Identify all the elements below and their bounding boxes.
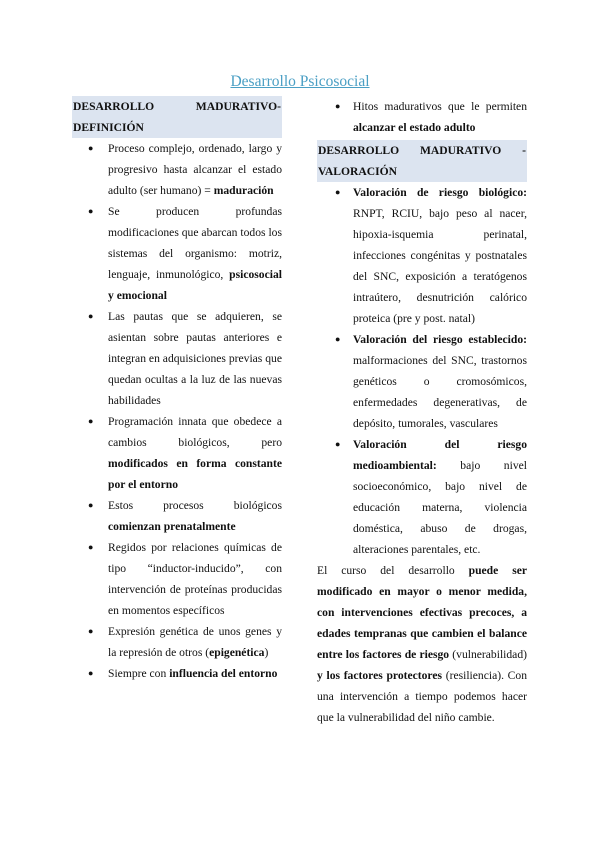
list-item: ● Proceso complejo, ordenado, largo y progresivo hasta alcanzar el estado adulto (ser humano) = maduración bbox=[72, 138, 282, 201]
list-item: ● Siempre con influencia del entorno bbox=[72, 663, 282, 684]
list-item: ● Estos procesos biológicos comienzan prenatalmente bbox=[72, 495, 282, 537]
hitos-list bbox=[317, 96, 527, 138]
bullet-icon: ● bbox=[88, 416, 94, 426]
valoracion-list bbox=[317, 182, 527, 560]
bullet-icon: ● bbox=[335, 187, 341, 197]
definition-list bbox=[72, 138, 282, 684]
bullet-icon: ● bbox=[88, 542, 94, 552]
list-item: ● Regidos por relaciones químicas de tipo “inductor-inducido”, con intervención de proteínas producidas en momentos específicos bbox=[72, 537, 282, 621]
list-item: ● Hitos madurativos que le permiten alcanzar el estado adulto bbox=[317, 96, 527, 138]
bullet-icon: ● bbox=[335, 101, 341, 111]
section-heading-definicion: DESARROLLO MADURATIVO-DEFINICIÓN bbox=[72, 96, 282, 138]
conclusion-paragraph: El curso del desarrollo puede ser modificado en mayor o menor medida, con intervenciones efectivas precoces, a edades tempranas que cambien el balance entre los factores de riesgo (vulnerabilidad) y los factores protectores (resiliencia). Con una intervención a tiempo podemos hacer que la vulnerabilidad del niño cambie. bbox=[317, 564, 528, 724]
list-item: ● Programación innata que obedece a cambios biológicos, pero modificados en forma constante por el entorno bbox=[72, 411, 282, 495]
left-column bbox=[72, 96, 282, 684]
list-item: ● Se producen profundas modificaciones que abarcan todos los sistemas del organismo: motriz, lenguaje, inmunológico, psicosocial y emocional bbox=[72, 201, 282, 306]
bullet-icon: ● bbox=[88, 500, 94, 510]
list-item: ● Expresión genética de unos genes y la represión de otros (epigenética) bbox=[72, 621, 282, 663]
bullet-icon: ● bbox=[88, 206, 94, 216]
list-item: ● Valoración del riesgo medioambiental: bajo nivel socioeconómico, bajo nivel de educación materna, violencia doméstica, abuso de drogas, alteraciones parentales, etc. bbox=[317, 434, 527, 560]
document-title: Desarrollo Psicosocial bbox=[230, 73, 370, 90]
bullet-icon: ● bbox=[88, 626, 94, 636]
section-heading-valoracion: DESARROLLO MADURATIVO - VALORACIÓN bbox=[317, 140, 527, 182]
right-column bbox=[317, 96, 527, 728]
list-item: ● Valoración de riesgo biológico: RNPT, RCIU, bajo peso al nacer, hipoxia-isquemia perinatal, infecciones congénitas y postnatales del SNC, exposición a teratógenos intraútero, desnutrición calórico proteica (pre y post. natal) bbox=[317, 182, 527, 329]
bullet-icon: ● bbox=[335, 439, 341, 449]
bullet-icon: ● bbox=[88, 143, 94, 153]
bullet-icon: ● bbox=[88, 668, 94, 678]
bullet-icon: ● bbox=[335, 334, 341, 344]
list-item: ● Las pautas que se adquieren, se asientan sobre pautas anteriores e integran en adquisiciones previas que quedan ocultas a la luz de las nuevas habilidades bbox=[72, 306, 282, 411]
list-item: ● Valoración del riesgo establecido: malformaciones del SNC, trastornos genéticos o cromosómicos, enfermedades degenerativas, de depósito, tumorales, vasculares bbox=[317, 329, 527, 434]
bullet-icon: ● bbox=[88, 311, 94, 321]
